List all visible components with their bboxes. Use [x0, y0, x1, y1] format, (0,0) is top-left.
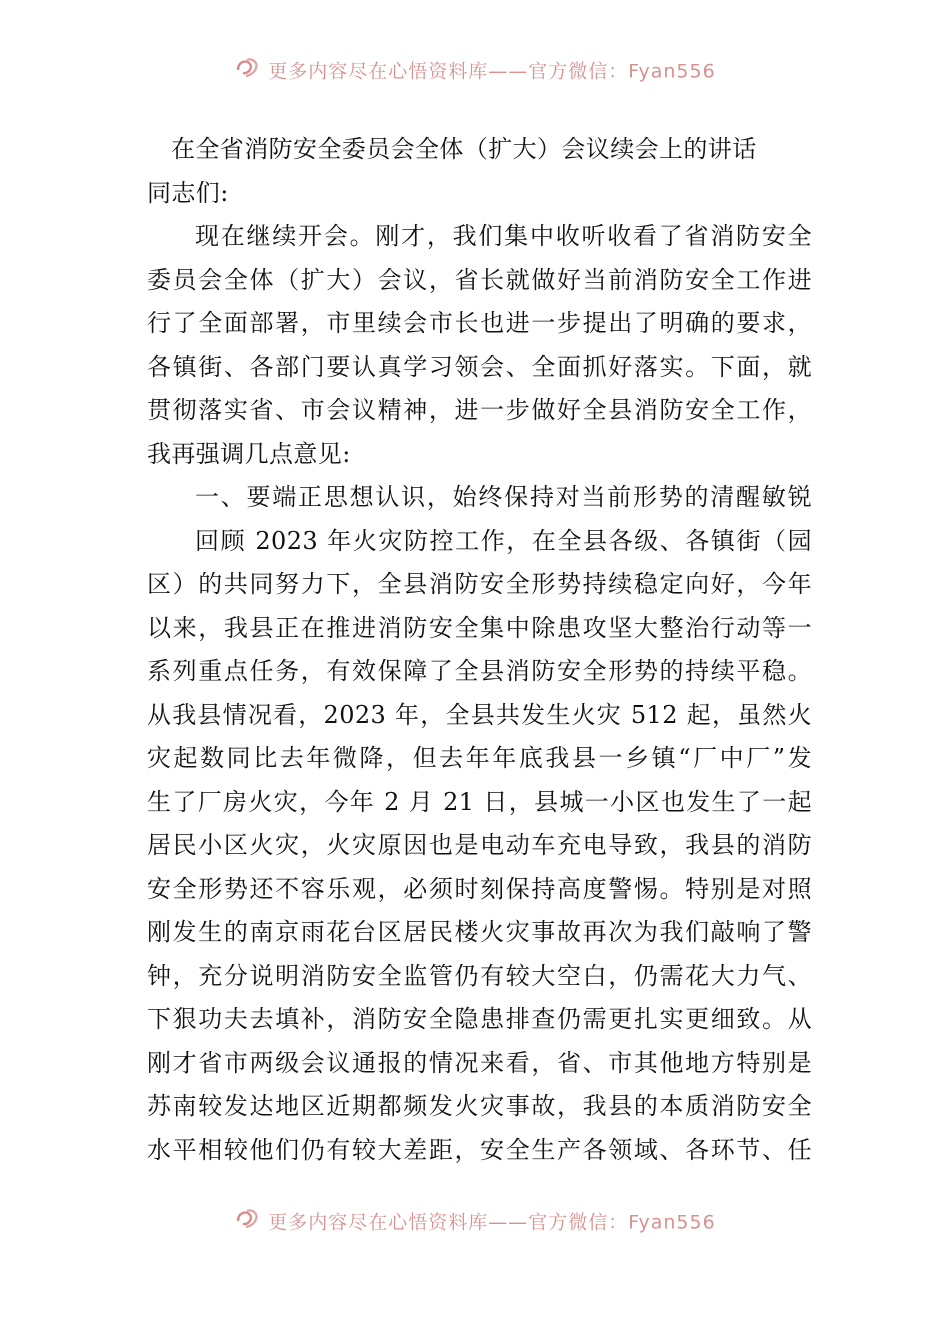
body-line: 水平相较他们仍有较大差距，安全生产各领域、各环节、任: [147, 1135, 812, 1164]
body-line: 以来，我县正在推进消防安全集中除患攻坚大整治行动等一: [147, 613, 812, 642]
body-line: 居民小区火灾，火灾原因也是电动车充电导致，我县的消防: [147, 831, 812, 859]
body-line: 我再强调几点意见:: [147, 439, 351, 468]
watermark-header: [0, 56, 950, 86]
body-line: 钟，充分说明消防安全监管仍有较大空白，仍需花大力气、: [147, 961, 812, 990]
salutation: 同志们:: [147, 178, 229, 207]
body-line: 下狠功夫去填补，消防安全隐患排查仍需更扎实更细致。从: [147, 1005, 812, 1033]
body-line: 贯彻落实省、市会议精神，进一步做好全县消防安全工作，: [147, 396, 812, 424]
body-line: 生了厂房火灾，今年 2 月 21 日，县城一小区也发生了一起: [147, 787, 812, 816]
body-line: 安全形势还不容乐观，必须时刻保持高度警惕。特别是对照: [147, 874, 812, 903]
document-body: [147, 128, 812, 1172]
body-line: 各镇街、各部门要认真学习领会、全面抓好落实。下面，就: [147, 352, 812, 381]
section-heading: 一、要端正思想认识，始终保持对当前形势的清醒敏锐: [195, 483, 812, 511]
body-line: 刚发生的南京雨花台区居民楼火灾事故再次为我们敲响了警: [147, 918, 812, 946]
body-line: 回顾 2023 年火灾防控工作，在全县各级、各镇街（园: [195, 526, 812, 555]
watermark-logo-icon: [234, 56, 260, 86]
body-line: 现在继续开会。刚才，我们集中收听收看了省消防安全: [195, 222, 812, 250]
body-line: 从我县情况看，2023 年，全县共发生火灾 512 起，虽然火: [147, 700, 812, 729]
watermark-footer: [0, 1207, 950, 1237]
document-title: 在全省消防安全委员会全体（扩大）会议续会上的讲话: [171, 135, 757, 163]
watermark-logo-icon: [234, 1207, 260, 1237]
body-line: 行了全面部署，市里续会市长也进一步提出了明确的要求，: [147, 309, 812, 337]
body-line: 灾起数同比去年微降，但去年年底我县一乡镇“厂中厂”发: [147, 744, 812, 772]
body-line: 委员会全体（扩大）会议，省长就做好当前消防安全工作进: [147, 265, 812, 294]
watermark-text: 更多内容尽在心悟资料库——官方微信：Fyan556: [268, 1211, 716, 1234]
body-line: 区）的共同努力下，全县消防安全形势持续稳定向好，今年: [147, 570, 812, 598]
body-line: 刚才省市两级会议通报的情况来看，省、市其他地方特别是: [147, 1048, 812, 1077]
watermark-text: 更多内容尽在心悟资料库——官方微信：Fyan556: [268, 60, 716, 83]
body-line: 系列重点任务，有效保障了全县消防安全形势的持续平稳。: [147, 657, 812, 685]
body-line: 苏南较发达地区近期都频发火灾事故，我县的本质消防安全: [147, 1092, 812, 1120]
